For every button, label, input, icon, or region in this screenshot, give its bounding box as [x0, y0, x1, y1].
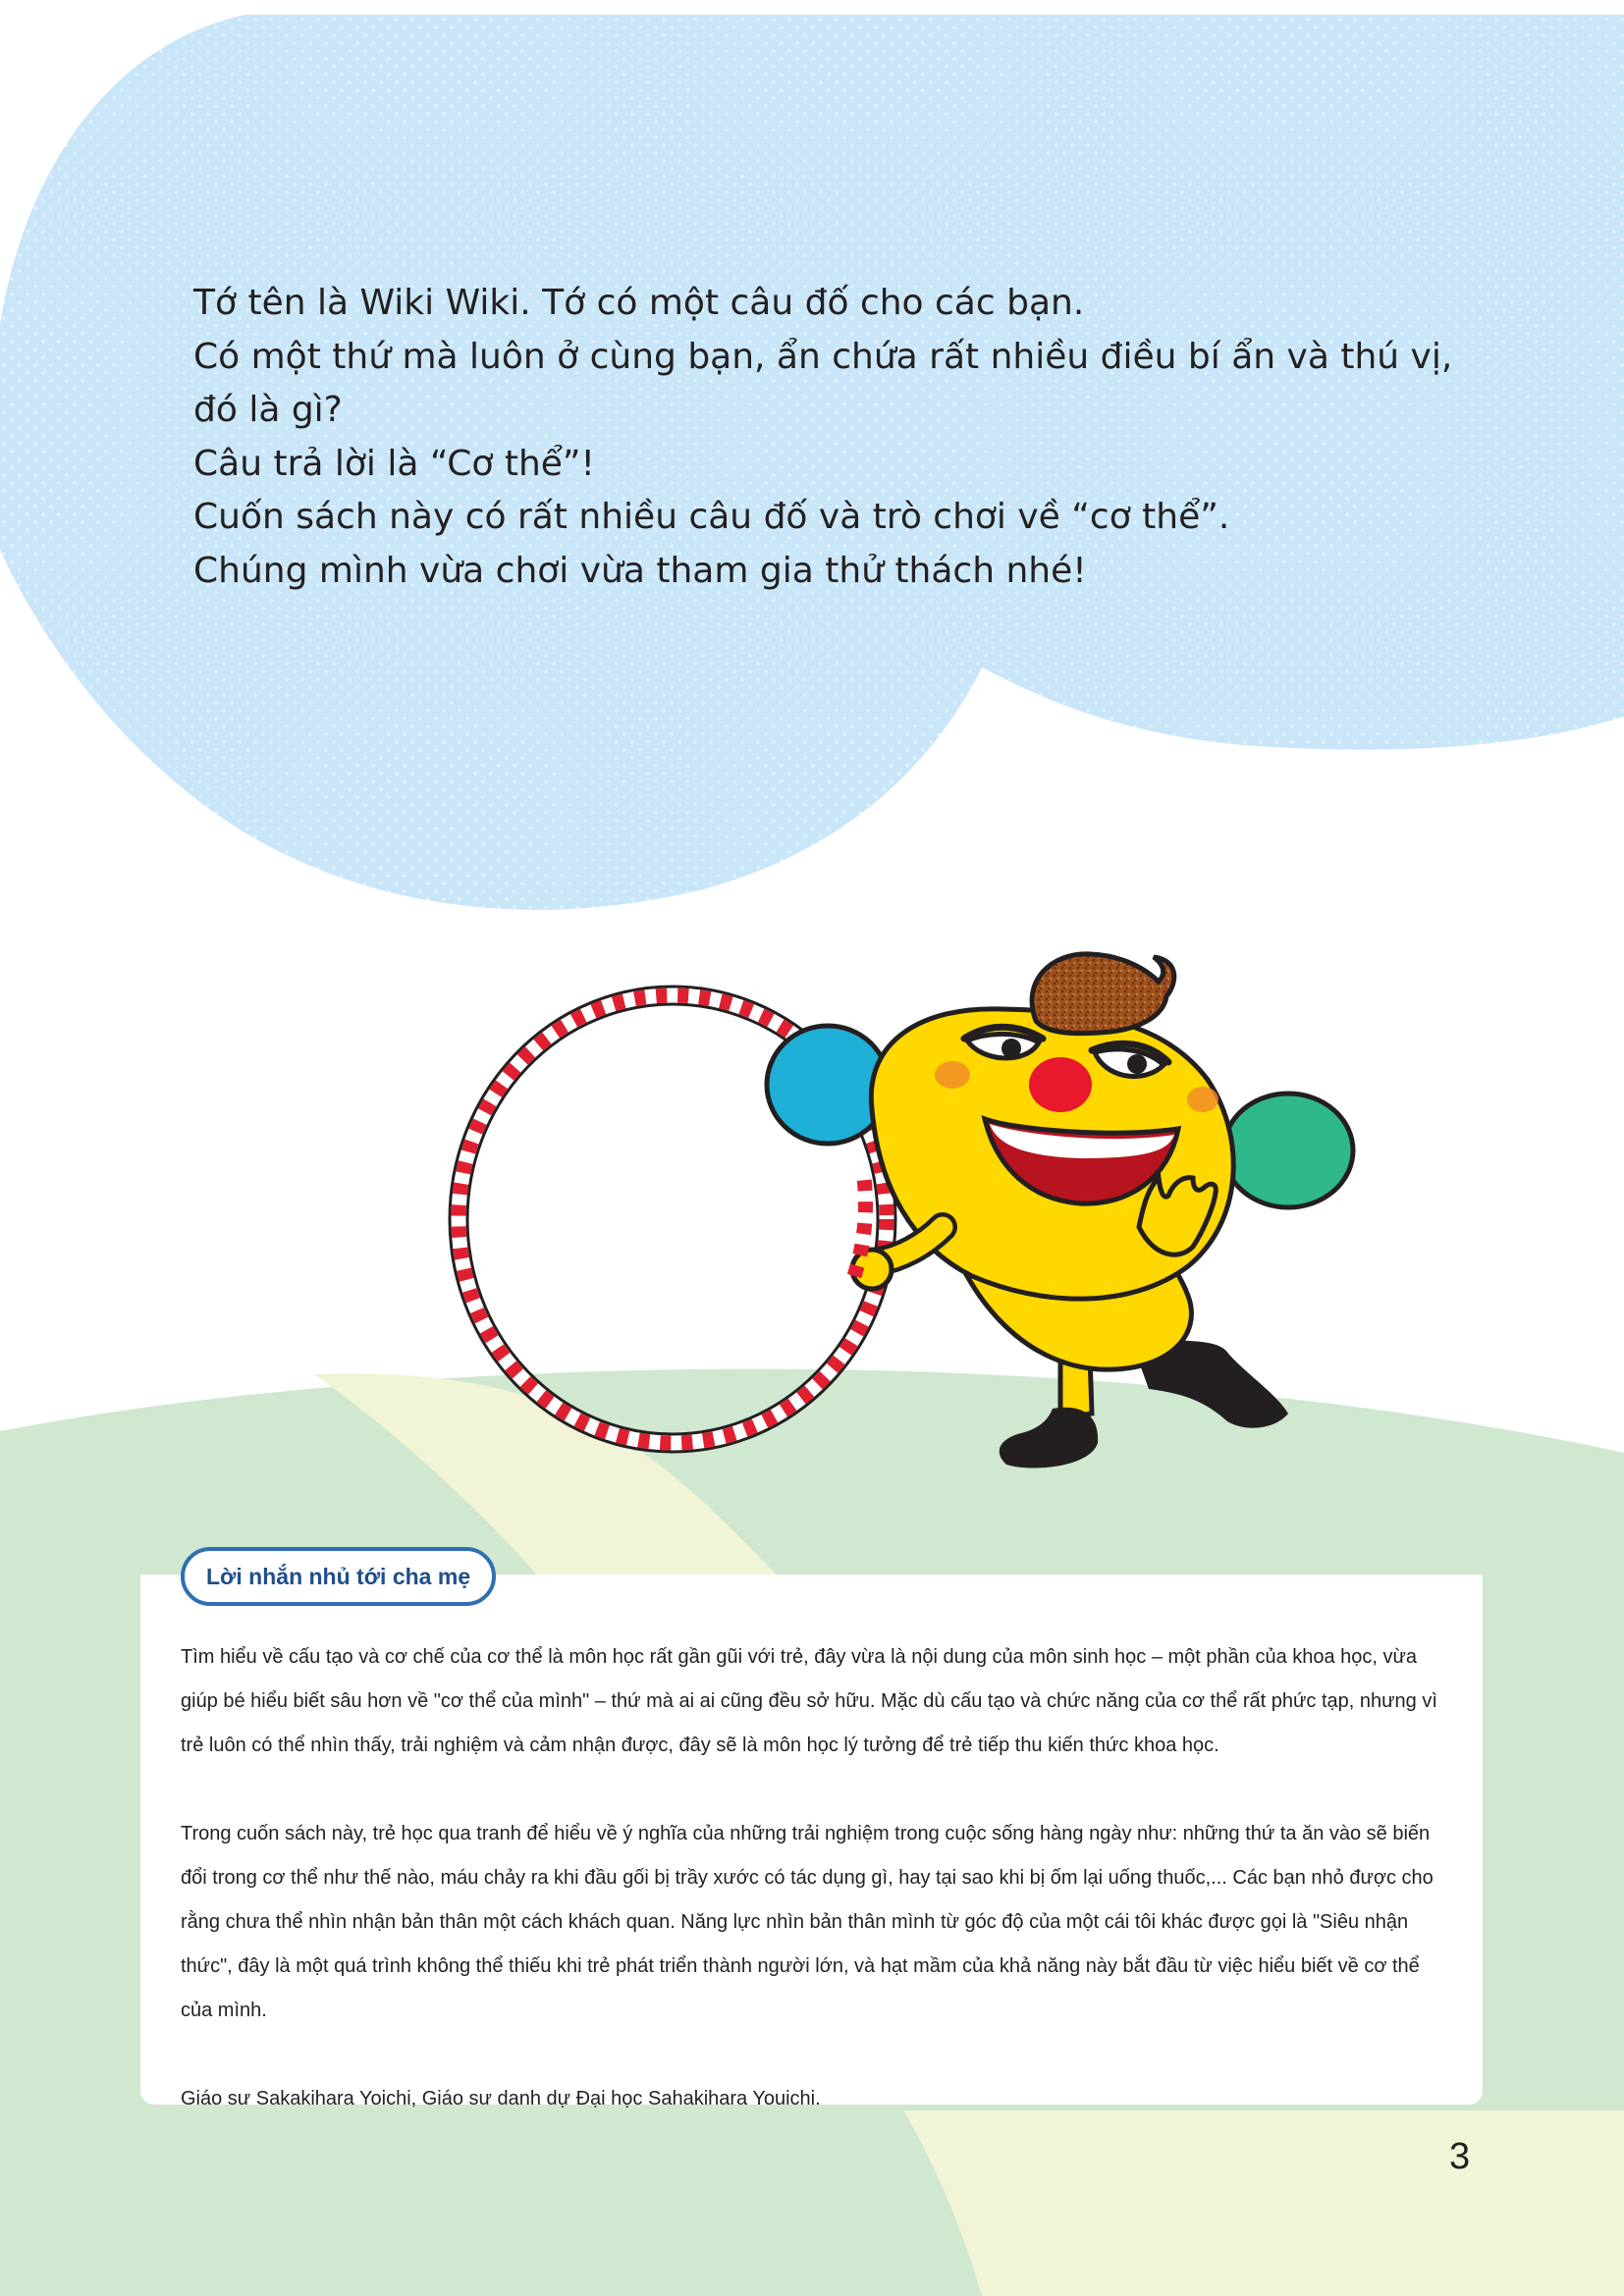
intro-line: Có một thứ mà luôn ở cùng bạn, ẩn chứa rất nhiều điều bí ẩn và thú vị, [193, 336, 1453, 377]
nose [1029, 1057, 1092, 1112]
right-ear [1223, 1094, 1353, 1207]
intro-text [193, 277, 1470, 598]
parents-note-body [181, 1635, 1447, 2121]
intro-line: đó là gì? [193, 390, 343, 430]
parents-note-heading: Lời nhắn nhủ tới cha mẹ [181, 1547, 496, 1606]
page-number: 3 [1449, 2136, 1471, 2177]
note-signature: Giáo sư Sakakihara Yoichi, Giáo sư danh dự Đại học Sahakihara Youichi. [181, 2088, 821, 2109]
note-paragraph: Tìm hiểu về cấu tạo và cơ chế của cơ thể là môn học rất gần gũi với trẻ, đây vừa là nội dung của môn sinh học – một phần của khoa học, vừa giúp bé hiểu biết sâu hơn về "cơ thể của mình" – thứ mà ai ai cũng đều sở hữu. Mặc dù cấu tạo và chức năng của cơ thể rất phức tạp, nhưng vì trẻ luôn có thể nhìn thấy, trải nghiệm và cảm nhận được, đây sẽ là môn học lý tưởng để trẻ tiếp thu kiến thức khoa học. [181, 1646, 1437, 1756]
intro-line: Cuốn sách này có rất nhiều câu đố và trò chơi về “cơ thể”. [193, 497, 1230, 537]
intro-line: Câu trả lời là “Cơ thể”! [193, 443, 595, 484]
intro-line: Chúng mình vừa chơi vừa tham gia thử thách nhé! [193, 550, 1087, 591]
hair [1032, 954, 1174, 1034]
note-paragraph: Trong cuốn sách này, trẻ học qua tranh để hiểu về ý nghĩa của những trải nghiệm trong cuộc sống hàng ngày như: những thứ ta ăn vào sẽ biến đổi trong cơ thể như thế nào, máu chảy ra khi đầu gối bị trầy xước có tác dụng gì, hay tại sao khi bị ốm lại uống thuốc,... Các bạn nhỏ được cho rằng chưa thể nhìn nhận bản thân một cách khách quan. Năng lực nhìn bản thân mình từ góc độ của một cái tôi khác được gọi là "Siêu nhận thức", đây là một quá trình không thể thiếu khi trẻ phát triển thành người lớn, và hạt mầm của khả năng này bắt đầu từ việc hiểu biết về cơ thể của mình. [181, 1823, 1434, 2021]
intro-line: Tớ tên là Wiki Wiki. Tớ có một câu đố cho các bạn. [193, 283, 1085, 323]
